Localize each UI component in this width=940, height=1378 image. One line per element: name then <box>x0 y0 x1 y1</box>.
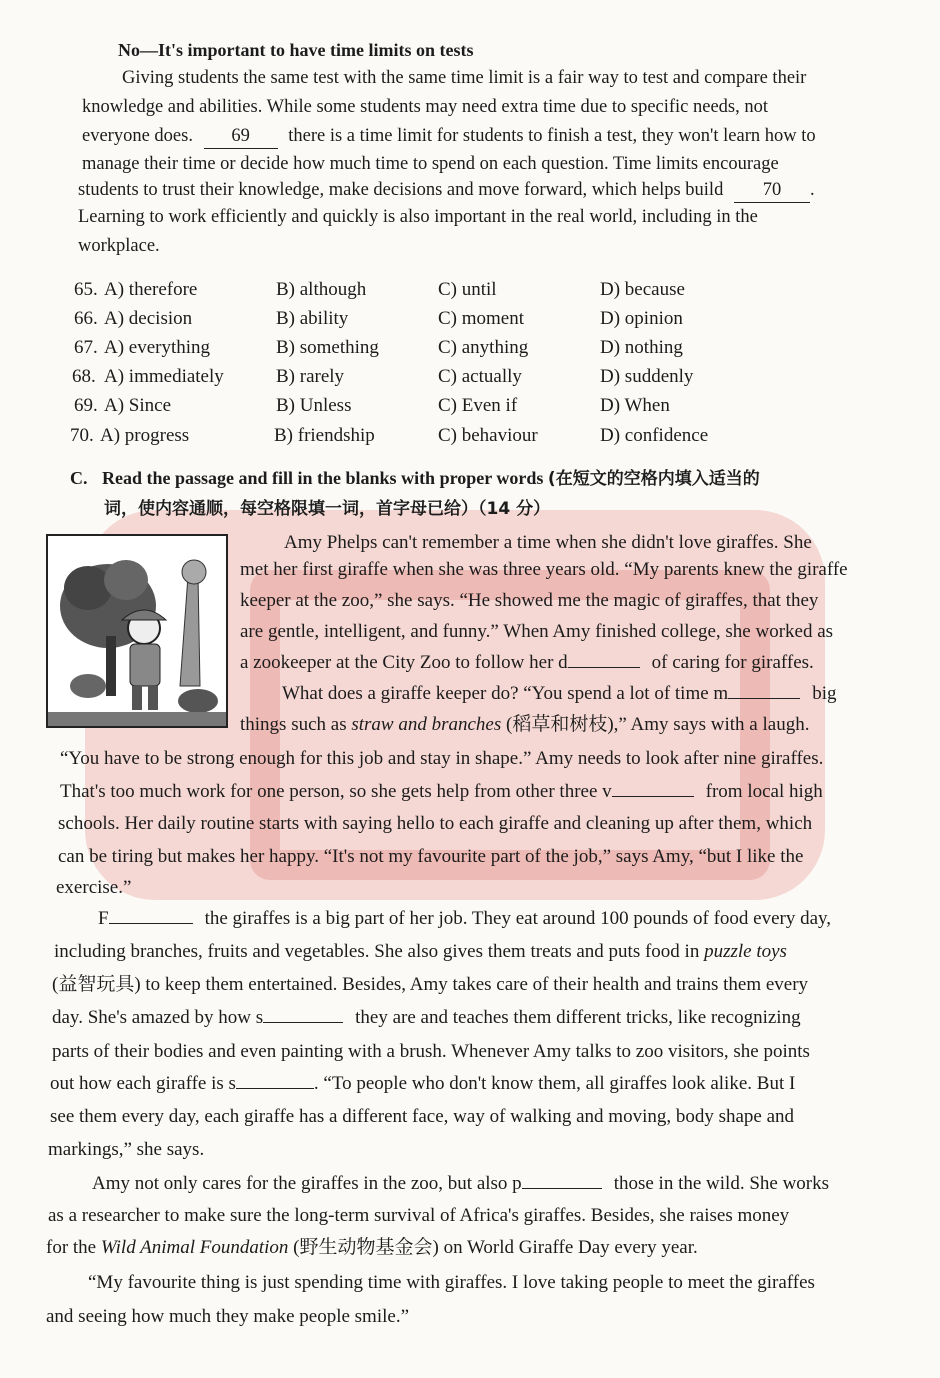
passage-c-line <box>50 1072 795 1096</box>
passage-c-line <box>240 713 809 737</box>
option-d[interactable]: D) because <box>600 279 685 300</box>
passage-c-line: (益智玩具) to keep them entertained. Besides, Amy takes care of their health and trains them every <box>52 974 809 995</box>
passage-c-line: and seeing how much they make people smile.” <box>46 1306 410 1327</box>
passage-c-line <box>52 1006 801 1030</box>
passage-c-text: from local high <box>705 781 823 802</box>
passage-c-line: parts of their bodies and even painting with a brush. Whenever Amy talks to zoo visitors, she points <box>52 1041 810 1062</box>
passage-b-line: workplace. <box>78 236 160 256</box>
passage-c-text: . “To people who don't know them, all giraffes look alike. But I <box>313 1073 796 1094</box>
option-a[interactable]: A) decision <box>104 308 193 329</box>
passage-c-italic: puzzle toys <box>704 941 787 962</box>
passage-c-italic: straw and branches <box>351 714 502 735</box>
option-number: 65. <box>74 279 98 300</box>
blank-m[interactable] <box>728 698 800 699</box>
passage-c-italic: Wild Animal Foundation <box>100 1237 289 1258</box>
section-c-heading <box>70 466 760 491</box>
passage-b-line: manage their time or decide how much time to spend on each question. Time limits encourage <box>82 154 779 174</box>
blank-f[interactable] <box>109 923 193 924</box>
passage-c-text: of caring for giraffes. <box>651 652 814 673</box>
option-d[interactable]: D) confidence <box>600 425 709 446</box>
passage-b-text: everyone does. <box>82 126 193 146</box>
passage-c-line: keeper at the zoo,” she says. “He showed me the magic of giraffes, that they <box>240 590 819 611</box>
option-a[interactable]: A) Since <box>104 395 172 416</box>
passage-c-text: a zookeeper at the City Zoo to follow her d <box>240 652 568 673</box>
passage-c-text: for the <box>46 1237 97 1258</box>
instruction-en: Read the passage and fill in the blanks with proper words <box>102 468 544 488</box>
section-b-heading: No—It's important to have time limits on tests <box>118 40 474 60</box>
blank-s1[interactable] <box>263 1022 343 1023</box>
passage-c-line <box>54 940 787 964</box>
passage-c-line: Amy Phelps can't remember a time when she didn't love giraffes. She <box>284 532 812 553</box>
passage-c-line <box>92 1172 829 1196</box>
option-b[interactable]: B) although <box>276 279 367 300</box>
option-d[interactable]: D) suddenly <box>600 366 694 387</box>
option-c[interactable]: C) until <box>438 279 497 300</box>
option-a[interactable]: A) immediately <box>104 366 224 387</box>
passage-c-line: are gentle, intelligent, and funny.” When Amy finished college, she worked as <box>240 621 834 642</box>
passage-c-line: as a researcher to make sure the long-term survival of Africa's giraffes. Besides, she raises money <box>48 1205 790 1226</box>
passage-c-line: markings,” she says. <box>48 1139 205 1160</box>
option-c[interactable]: C) anything <box>438 337 529 358</box>
period: . <box>809 180 815 200</box>
passage-c-text: What does a giraffe keeper do? “You spend a lot of time m <box>282 683 729 704</box>
option-a[interactable]: A) everything <box>104 337 211 358</box>
option-d[interactable]: D) When <box>600 395 670 416</box>
zookeeper-illustration <box>46 534 228 728</box>
option-c[interactable]: C) Even if <box>438 395 518 416</box>
option-d[interactable]: D) opinion <box>600 308 683 329</box>
passage-c-text: day. She's amazed by how s <box>52 1007 264 1028</box>
blank-p[interactable] <box>522 1188 602 1189</box>
passage-c-line <box>98 907 831 931</box>
passage-c-text: things such as <box>240 714 347 735</box>
option-a[interactable]: A) progress <box>100 425 190 446</box>
section-label: C. <box>70 468 88 488</box>
option-number: 70. <box>70 425 94 446</box>
instruction-cn-2: 词，使内容通顺，每空格限填一词，首字母已给）（14 分） <box>104 499 551 519</box>
option-b[interactable]: B) something <box>276 337 379 358</box>
option-b[interactable]: B) ability <box>276 308 349 329</box>
passage-c-text: That's too much work for one person, so she gets help from other three v <box>60 781 612 802</box>
passage-b-line <box>82 124 816 149</box>
instruction-cn: (在短文的空格内填入适当的 <box>547 469 760 489</box>
blank-s2[interactable] <box>236 1088 314 1089</box>
option-d[interactable]: D) nothing <box>600 337 683 358</box>
passage-b-line: knowledge and abilities. While some students may need extra time due to specific needs, not <box>82 97 769 117</box>
passage-b-line: Learning to work efficiently and quickly is also important in the real world, including in the <box>78 207 758 227</box>
passage-b-line <box>78 178 815 203</box>
option-c[interactable]: C) moment <box>438 308 525 329</box>
passage-c-line: “My favourite thing is just spending time with giraffes. I love taking people to meet the giraffes <box>88 1272 815 1293</box>
passage-c-line: schools. Her daily routine starts with saying hello to each giraffe and cleaning up after them, which <box>58 813 813 834</box>
blank-69[interactable]: 69 <box>204 124 278 149</box>
passage-c-line <box>282 682 836 706</box>
passage-c-line <box>46 1236 698 1260</box>
passage-c-text: out how each giraffe is s <box>50 1073 236 1094</box>
passage-c-text: those in the wild. She works <box>613 1173 830 1194</box>
passage-c-line: see them every day, each giraffe has a different face, way of walking and moving, body shape and <box>50 1106 795 1127</box>
passage-b-line: Giving students the same test with the same time limit is a fair way to test and compare their <box>122 68 807 88</box>
option-number: 66. <box>74 308 98 329</box>
passage-b-text: there is a time limit for students to finish a test, they won't learn how to <box>288 126 816 146</box>
option-c[interactable]: C) actually <box>438 366 522 387</box>
option-a[interactable]: A) therefore <box>104 279 198 300</box>
passage-c-text: they are and teaches them different tricks, like recognizing <box>355 1007 801 1028</box>
passage-c-text: big <box>812 683 837 704</box>
passage-c-text: including branches, fruits and vegetables. She also gives them treats and puts food in <box>54 941 700 962</box>
option-b[interactable]: B) friendship <box>274 425 375 446</box>
passage-c-text: Amy not only cares for the giraffes in the zoo, but also p <box>92 1173 522 1194</box>
passage-c-line: exercise.” <box>56 877 132 898</box>
blank-d[interactable] <box>568 667 640 668</box>
option-number: 68. <box>72 366 96 387</box>
option-c[interactable]: C) behaviour <box>438 425 538 446</box>
passage-c-line: met her first giraffe when she was three years old. “My parents knew the giraffe <box>240 559 848 580</box>
giraffe-keeper-icon <box>48 536 226 726</box>
option-number: 67. <box>74 337 98 358</box>
passage-c-line <box>240 651 814 675</box>
passage-c-line: can be tiring but makes her happy. “It's not my favourite part of the job,” says Amy, “but I like the <box>58 846 804 867</box>
passage-c-text: (野生动物基金会) on World Giraffe Day every year. <box>293 1237 698 1258</box>
option-b[interactable]: B) rarely <box>276 366 345 387</box>
passage-c-line <box>60 780 823 804</box>
blank-v[interactable] <box>612 796 694 797</box>
blank-70[interactable]: 70 <box>734 178 810 203</box>
option-b[interactable]: B) Unless <box>276 395 352 416</box>
option-number: 69. <box>74 395 98 416</box>
passage-c-text: F <box>98 908 109 929</box>
passage-c-line: “You have to be strong enough for this job and stay in shape.” Amy needs to look after nine giraffes. <box>60 748 824 769</box>
passage-c-text: the giraffes is a big part of her job. They eat around 100 pounds of food every day, <box>204 908 832 929</box>
passage-b-text: students to trust their knowledge, make decisions and move forward, which helps build <box>78 180 724 200</box>
passage-c-text: (稻草和树枝),” Amy says with a laugh. <box>506 714 810 735</box>
